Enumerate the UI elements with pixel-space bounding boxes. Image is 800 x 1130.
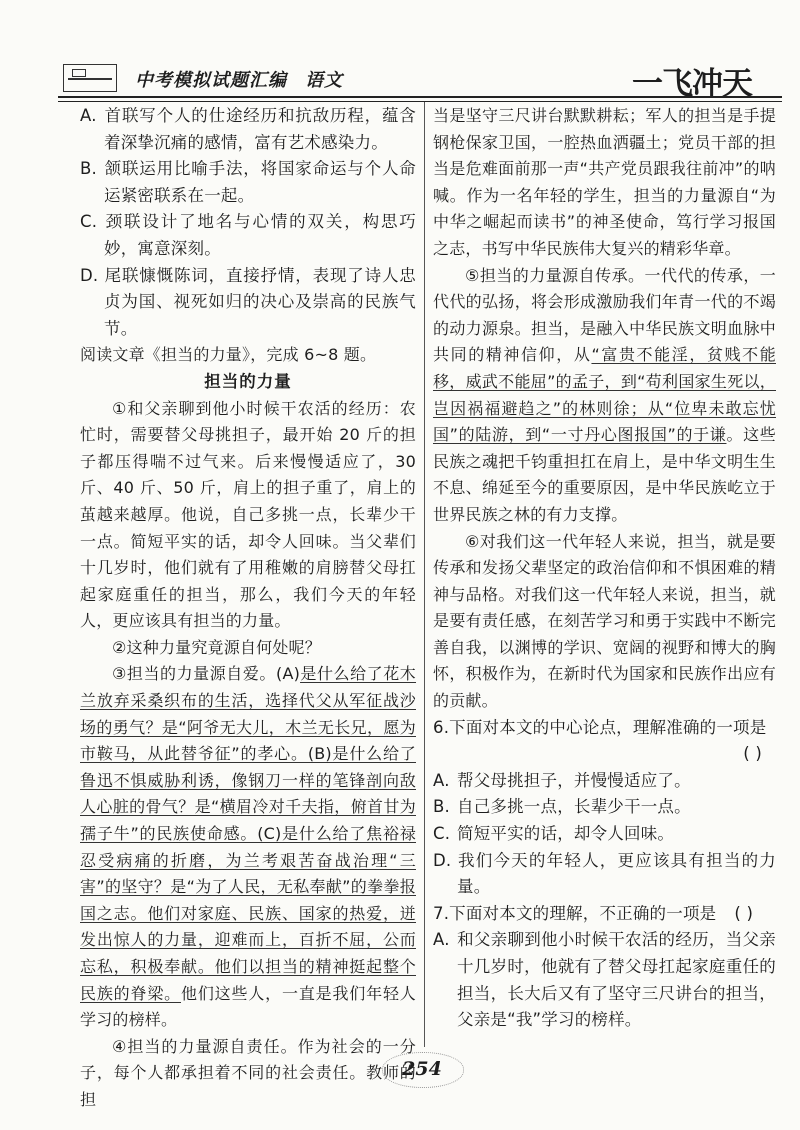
prev-option-d: [80, 263, 416, 343]
column-divider: [424, 102, 425, 1047]
question-6-option-b[interactable]: [433, 794, 776, 821]
paragraph-5-underlined: “富贵不能淫，贫贱不能移，威武不能屈”的孟子，到“苟利国家生死以，岂因祸福避趋之”的林则徐；从“位卑未敢忘忧国”的陆游，到“一寸丹心图报国”的于谦: [433, 345, 776, 445]
question-6-answer-bracket[interactable]: ( ): [743, 744, 762, 764]
option-text: 我们今天的年轻人，更应该具有担当的力量。: [457, 850, 776, 897]
paragraph-5-tail: 。这些民族之魂把千钧重担扛在肩上，是中华文明生生不息、绵延至今的重要原因，是中华民族屹立于世界民族之林的有力支撑。: [433, 425, 776, 524]
article-paragraph-2: ②这种力量究竟源自何处呢？: [112, 637, 321, 657]
option-label: B.: [80, 159, 97, 179]
header-title: [135, 66, 343, 92]
option-text: 首联写个人的仕途经历和抗敌历程，蕴含着深挚沉痛的感情，富有艺术感染力。: [104, 106, 416, 152]
header-divider: [58, 96, 782, 102]
question-number: 7.: [433, 903, 450, 923]
left-column: [80, 103, 417, 1109]
right-column: [433, 103, 776, 1048]
question-7-option-a[interactable]: [433, 927, 776, 1033]
brand-logo: 一飞冲天: [632, 66, 752, 102]
article-paragraph-3: [80, 661, 416, 1033]
option-label: A.: [433, 770, 450, 790]
question-7-stem: [433, 901, 776, 928]
prev-option-a: [80, 103, 416, 156]
article-paragraph-4-start: ④担当的力量源自责任。作为社会的一分子，每个人都承担着不同的社会责任。教师的担: [80, 1036, 416, 1109]
option-text: 颈联设计了地名与心情的双关，构思巧妙，寓意深刻。: [104, 212, 416, 258]
question-number: 6.: [433, 717, 450, 737]
paragraph-5-lead: ⑤担当的力量源自传承。一代代的传承，一代代的弘扬，将会形成激励我们年青一代的不竭的动力源泉。担当，是融入中华民族文明血脉中共同的精神信仰，从: [433, 265, 776, 365]
article-paragraph-1: ①和父亲聊到他小时候干农活的经历：农忙时，需要替父母挑担子，最开始 20 斤的担子都压得喘不过气来。后来慢慢适应了，30 斤、40 斤、50 斤，肩上的担子重了，肩上的茧越来越厚。他说，自己多挑一点，长辈少干一点。简短平实的话，却令人回味。当父辈们十几岁时，他们就有了用稚嫩的肩膀替父母扛起家庭重任的担当，那么，我们今天的年轻人，更应该具有担当的力量。: [80, 398, 416, 631]
option-label: D.: [80, 265, 99, 285]
series-name: 中考模拟试题汇编: [135, 70, 287, 91]
question-6-stem: [433, 715, 776, 742]
option-label: C.: [433, 824, 451, 844]
paragraph-3-lead: ③担当的力量源自爱。(A): [112, 664, 301, 684]
question-6-option-c[interactable]: [433, 821, 776, 848]
question-text: 下面对本文的理解，不正确的一项是: [449, 903, 717, 923]
subject-name: 语文: [305, 70, 343, 91]
option-label: A.: [80, 106, 97, 125]
question-text: 下面对本文的中心论点，理解准确的一项是: [449, 717, 767, 737]
option-text: 自己多挑一点，长辈少干一点。: [457, 797, 691, 817]
option-text: 帮父母挑担子，并慢慢适应了。: [457, 770, 691, 790]
option-text: 和父亲聊到他小时候干农活的经历，当父亲十几岁时，他就有了替父母扛起家庭重任的担当，长大后又有了坚守三尺讲台的担当，父亲是“我”学习的榜样。: [457, 930, 776, 1030]
option-label: D.: [433, 850, 452, 870]
page-number: 254: [402, 1058, 442, 1080]
series-logo-badge: [63, 64, 117, 92]
question-7-answer-bracket[interactable]: ( ): [734, 903, 754, 923]
reading-instructions: 阅读文章《担当的力量》，完成 6~8 题。: [80, 345, 377, 365]
paragraph-3-underlined: 是什么给了花木兰放弃采桑织布的生活，选择代父从军征战沙场的勇气？是“阿爷无大儿，木兰无长兄，愿为市鞍马，从此替爷征”的孝心。(B)是什么给了鲁迅不惧威胁利诱，像钢刀一样的笔锋剖向敌人心脏的骨气？是“横眉冷对千夫指，俯首甘为孺子牛”的民族使命感。(C)是什么给了焦裕禄忍受病痛的折磨，为兰考艰苦奋战治理“三害”的坚守？是“为了人民，无私奉献”的拳拳报国之志。他们对家庭、民族、国家的热爱，迸发出惊人的力量，迎难而上，百折不屈，公而忘私，积极奉献。他们以担当的精神挺起整个民族的脊梁。: [80, 664, 417, 1003]
option-label: A.: [433, 930, 450, 950]
article-title: 担当的力量: [204, 371, 292, 391]
option-text: 颔联运用比喻手法，将国家命运与个人命运紧密联系在一起。: [104, 159, 416, 205]
option-text: 简短平实的话，却令人回味。: [457, 824, 675, 844]
article-paragraph-4-continued: 当是坚守三尺讲台默默耕耘；军人的担当是手提钢枪保家卫国，一腔热血洒疆土；党员干部的担当是危难面前那一声“共产党员跟我往前冲”的呐喊。作为一名年轻的学生，担当的力量源自“为中华之崛起而读书”的神圣使命，笃行学习报国之志，书写中华民族伟大复兴的精彩华章。: [433, 106, 776, 258]
prev-option-b: [80, 156, 416, 209]
option-label: B.: [433, 797, 450, 817]
option-text: 尾联慷慨陈词，直接抒情，表现了诗人忠贞为国、视死如归的决心及崇高的民族气节。: [104, 265, 416, 338]
article-paragraph-5: [433, 263, 776, 529]
article-paragraph-6: ⑥对我们这一代年轻人来说，担当，就是要传承和发扬父辈坚定的政治信仰和不惧困难的精神与品格。对我们这一代年轻人来说，担当，就是要有责任感，在刻苦学习和勇于实践中不断完善自我，以渊博的学识、宽阔的视野和博大的胸怀，积极作为，在新时代为国家和民族作出应有的贡献。: [433, 531, 776, 711]
prev-option-c: [80, 209, 416, 262]
question-6-option-d[interactable]: [433, 848, 776, 901]
option-label: C.: [80, 212, 98, 232]
paragraph-3-tail: 他们这些人，一直是我们年轻人学习的榜样。: [80, 983, 417, 1030]
question-6-option-a[interactable]: [433, 768, 776, 795]
